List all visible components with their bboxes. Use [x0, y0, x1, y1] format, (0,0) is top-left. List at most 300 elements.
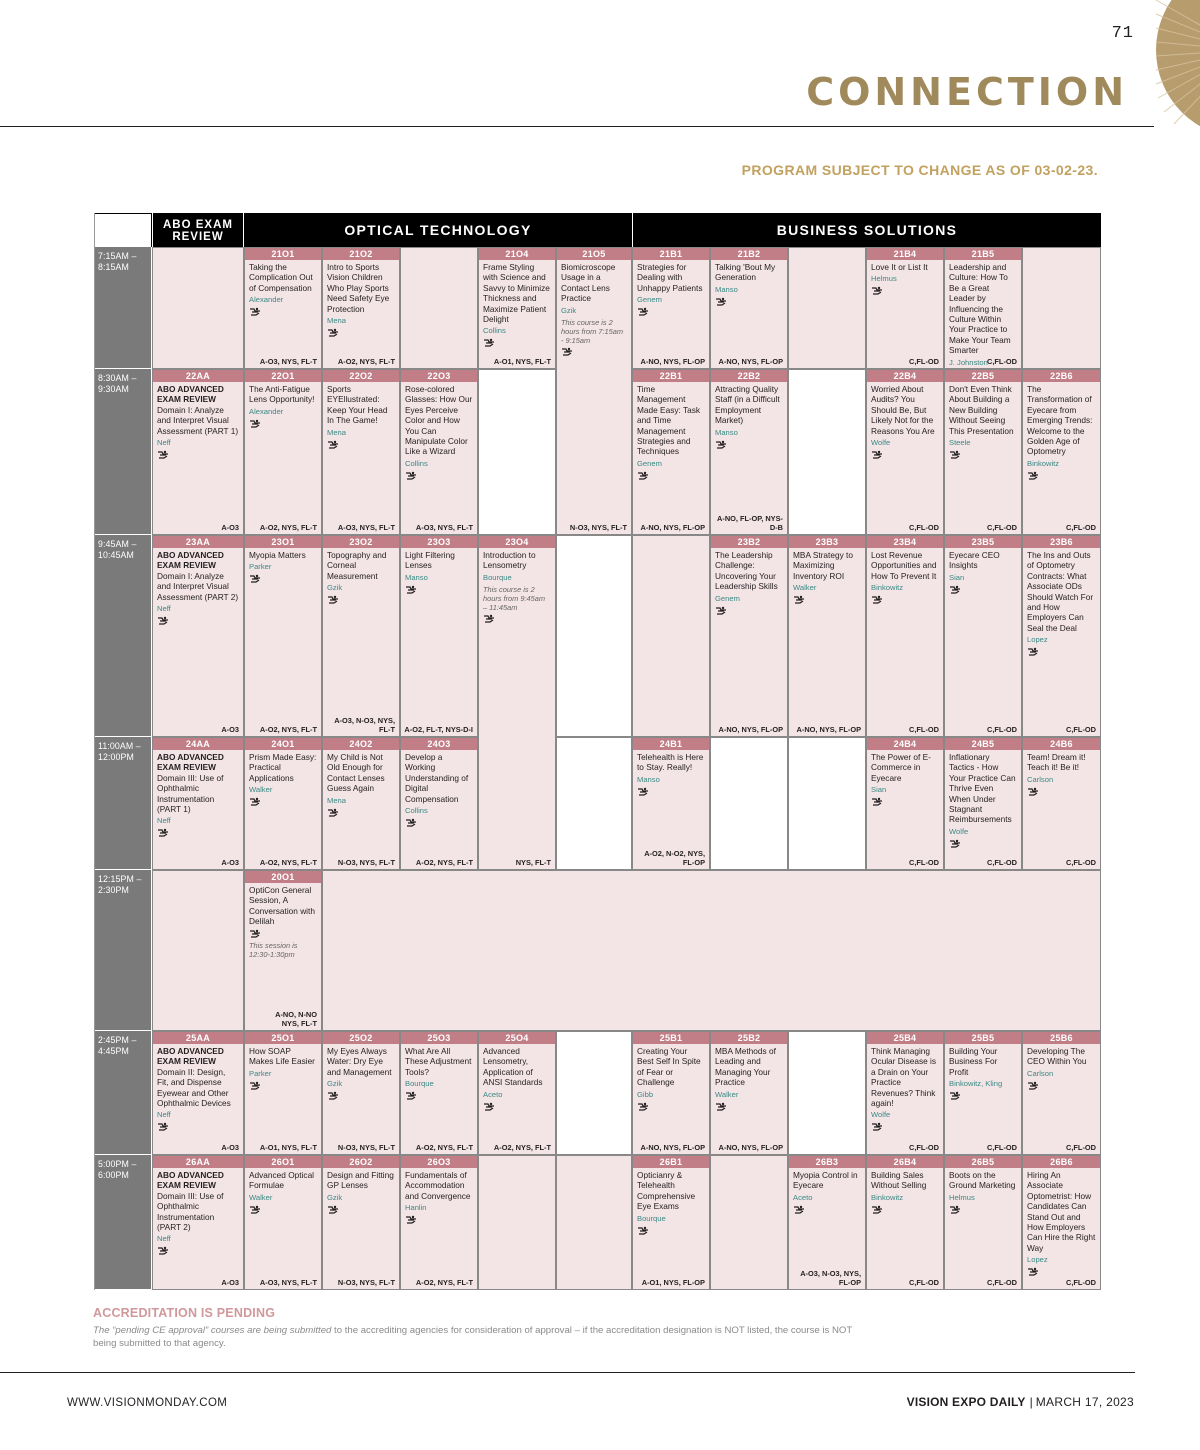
course-card: [1022, 737, 1101, 870]
course-code: 21B2: [711, 248, 787, 260]
course-code: 21O4: [479, 248, 555, 260]
course-speaker: Collins: [405, 458, 428, 468]
course-accreditation: A-NO, NYS, FL-OP: [640, 357, 705, 366]
course-speaker: Genem: [637, 295, 662, 305]
course-title: Boots on the Ground Marketing: [949, 1170, 1016, 1191]
course-body: [323, 750, 399, 818]
course-note: This session is 12:30-1:30pm: [249, 940, 298, 959]
course-body: [245, 883, 321, 959]
course-code: 23B2: [711, 536, 787, 548]
course-card: [322, 1155, 400, 1290]
course-code: 21B4: [867, 248, 943, 260]
course-code: 26O1: [245, 1156, 321, 1168]
course-code: 24O1: [245, 738, 321, 750]
course-code: 25B1: [633, 1032, 709, 1044]
course-title: Strategies for Dealing with Unhappy Patients: [637, 262, 703, 293]
course-title: Frame Styling with Science and Savvy to Minimize Thickness and Maximize Patient Delight: [483, 262, 550, 325]
course-speaker: Lopez: [1027, 1255, 1048, 1265]
course-card: [632, 737, 710, 870]
course-card: [1022, 369, 1101, 535]
course-code: 21O1: [245, 248, 321, 260]
time-slot: 5:00PM – 6:00PM: [95, 1155, 151, 1290]
course-speaker: Gibb: [637, 1089, 654, 1099]
course-body: [945, 548, 1021, 595]
section-title: CONNECTION: [806, 70, 1128, 114]
course-code: 26O3: [401, 1156, 477, 1168]
course-code: 25B5: [945, 1032, 1021, 1044]
ce-icon: [1027, 647, 1039, 657]
course-speaker: Collins: [483, 326, 506, 336]
course-accreditation: A-O3: [221, 523, 239, 532]
ce-icon: [871, 595, 883, 605]
course-title: OptiCon General Session, A Conversation with Delilah: [249, 885, 315, 927]
course-speaker: Manso: [715, 427, 738, 437]
course-speaker: Carlson: [1027, 774, 1054, 784]
course-card: [244, 1031, 322, 1155]
footer-separator: |: [1029, 1395, 1033, 1409]
course-accreditation: C,FL-OD: [909, 725, 939, 734]
course-title: Worried About Audits? You Should Be, But Likely Not for the Reasons You Are: [871, 384, 935, 436]
empty-slot: [478, 369, 556, 535]
course-accreditation: A-O2, NYS, FL-T: [415, 1278, 473, 1287]
course-card: [1022, 535, 1101, 737]
ce-icon: [327, 808, 339, 818]
course-card: [710, 247, 788, 369]
ce-icon: [793, 595, 805, 605]
course-speaker: Bourque: [637, 1213, 666, 1223]
course-body: [867, 260, 943, 296]
course-speaker: Steele: [949, 438, 971, 448]
course-card: [478, 535, 556, 870]
course-subtitle: Domain III: Use of Ophthalmic Instrumentation (PART 2): [157, 1190, 224, 1233]
course-title: Time Management Made Easy: Task and Time Management Strategies and Techniques: [637, 384, 701, 457]
course-code: 23B3: [789, 536, 865, 548]
course-speaker: Walker: [249, 785, 273, 795]
course-subtitle: Domain I: Analyze and Interpret Visual Assessment (PART 2): [157, 570, 239, 602]
course-title: Telehealth is Here to Stay. Really!: [637, 752, 704, 773]
course-speaker: Genem: [637, 458, 662, 468]
corner-decoration-icon: [1154, 0, 1200, 126]
course-body: [245, 382, 321, 429]
ce-icon: [871, 1122, 883, 1132]
course-speaker: Walker: [715, 1089, 739, 1099]
course-code: 22B6: [1023, 370, 1100, 382]
course-code: 25B6: [1023, 1032, 1100, 1044]
course-accreditation: N-O3, NYS, FL-T: [337, 1143, 395, 1152]
ce-icon: [637, 1102, 649, 1112]
course-speaker: Helmus: [871, 274, 897, 284]
course-body: [867, 1044, 943, 1132]
course-body: [711, 1044, 787, 1112]
course-speaker: Walker: [793, 583, 817, 593]
course-title: The Power of E-Commerce in Eyecare: [871, 752, 931, 783]
course-body: [323, 260, 399, 338]
course-body: [245, 548, 321, 584]
course-code: 20O1: [245, 871, 321, 883]
course-code: 22B2: [711, 370, 787, 382]
course-body: [401, 750, 477, 828]
course-body: [711, 548, 787, 616]
course-card: [244, 535, 322, 737]
course-code: 23O3: [401, 536, 477, 548]
course-speaker: Helmus: [949, 1192, 975, 1202]
course-code: 25O3: [401, 1032, 477, 1044]
ce-icon: [715, 297, 727, 307]
course-speaker: Gzik: [327, 1079, 343, 1089]
course-body: [867, 382, 943, 460]
course-card: [400, 1031, 478, 1155]
course-title: ABO ADVANCED EXAM REVIEW: [157, 1170, 224, 1191]
course-card: [866, 247, 944, 369]
course-title: Design and Fitting GP Lenses: [327, 1170, 394, 1191]
ce-icon: [561, 347, 573, 357]
course-card: [632, 247, 710, 369]
course-body: [479, 260, 555, 348]
course-accreditation: C,FL-OD: [987, 1143, 1017, 1152]
ce-icon: [405, 585, 417, 595]
course-body: [245, 750, 321, 807]
course-body: [401, 548, 477, 595]
course-accreditation: A-O3: [221, 858, 239, 867]
course-code: 25B2: [711, 1032, 787, 1044]
course-accreditation: A-NO, N-NO NYS, FL-T: [275, 1010, 317, 1028]
course-body: [945, 382, 1021, 460]
course-title: The Anti-Fatigue Lens Opportunity!: [249, 384, 315, 405]
course-body: [1023, 750, 1100, 797]
course-body: [245, 260, 321, 317]
course-card: [400, 737, 478, 870]
ce-icon: [949, 1205, 961, 1215]
course-body: [867, 750, 943, 807]
course-body: [1023, 1168, 1100, 1277]
course-speaker: Carlson: [1027, 1068, 1054, 1078]
course-title: MBA Methods of Leading and Managing Your Practice: [715, 1046, 776, 1088]
course-accreditation: C,FL-OD: [909, 1278, 939, 1287]
course-speaker: Neff: [157, 604, 171, 614]
course-card: [152, 1031, 244, 1155]
course-card: [322, 1031, 400, 1155]
course-speaker: Gzik: [327, 583, 343, 593]
ce-icon: [483, 338, 495, 348]
ce-icon: [405, 1091, 417, 1101]
course-title: Team! Dream it! Teach it! Be it!: [1027, 752, 1086, 773]
course-accreditation: A-O1, NYS, FL-T: [493, 357, 551, 366]
course-body: [867, 1168, 943, 1215]
empty-slot: [478, 1155, 556, 1290]
empty-slot: [556, 535, 632, 737]
course-card: [400, 1155, 478, 1290]
course-speaker: Binkowitz: [871, 1192, 904, 1202]
course-body: [633, 382, 709, 481]
course-card: [152, 369, 244, 535]
course-card: [632, 369, 710, 535]
course-code: 25O2: [323, 1032, 399, 1044]
course-speaker: Genem: [715, 593, 740, 603]
course-accreditation: NYS, FL-T: [515, 858, 551, 867]
course-card: [944, 737, 1022, 870]
course-accreditation: A-O2, FL-T, NYS-D-I: [404, 725, 473, 734]
course-title: Building Your Business For Profit: [949, 1046, 998, 1077]
accreditation-note: [93, 1324, 853, 1350]
time-slot: 2:45PM – 4:45PM: [95, 1031, 151, 1155]
ce-icon: [1027, 1267, 1039, 1277]
course-title: The Transformation of Eyecare from Emerging Trends: Welcome to the Golden Age of Optometry: [1027, 384, 1093, 457]
course-code: 22B5: [945, 370, 1021, 382]
course-code: 21O2: [323, 248, 399, 260]
course-accreditation: A-NO, NYS, FL-OP: [718, 725, 783, 734]
course-title: Advanced Lensometry, Application of ANSI Standards: [483, 1046, 543, 1088]
empty-slot: [322, 870, 1101, 1031]
course-card: [322, 737, 400, 870]
course-code: 21B1: [633, 248, 709, 260]
empty-slot: [400, 247, 478, 369]
schedule-grid: [94, 213, 1100, 1290]
course-accreditation: C,FL-OD: [909, 1143, 939, 1152]
course-title: Leadership and Culture: How To Be a Great Leader by Influencing the Culture Within Your Practice to Make Your Team Smarter: [949, 262, 1011, 356]
course-code: 26B4: [867, 1156, 943, 1168]
course-body: [867, 548, 943, 605]
course-accreditation: A-O3: [221, 1143, 239, 1152]
course-title: Fundamentals of Accommodation and Convergence: [405, 1170, 471, 1201]
course-code: 24B4: [867, 738, 943, 750]
course-accreditation: N-O3, NYS, FL-T: [569, 523, 627, 532]
ce-icon: [793, 1205, 805, 1215]
course-accreditation: A-O3, N-O3, NYS, FL-T: [334, 716, 395, 734]
ce-icon: [327, 1205, 339, 1215]
course-title: Myopia Matters: [249, 550, 306, 560]
course-body: [633, 260, 709, 317]
course-code: 26B1: [633, 1156, 709, 1168]
course-speaker: Aceto: [793, 1192, 813, 1202]
ce-icon: [1027, 787, 1039, 797]
course-title: Biomicroscope Usage in a Contact Lens Practice: [561, 262, 616, 304]
ce-icon: [871, 1205, 883, 1215]
course-card: [710, 1031, 788, 1155]
course-card: [244, 1155, 322, 1290]
course-code: 24AA: [153, 738, 243, 750]
course-card: [944, 535, 1022, 737]
course-speaker: Binkowitz: [1027, 458, 1060, 468]
course-code: 25O4: [479, 1032, 555, 1044]
course-code: 24B1: [633, 738, 709, 750]
course-card: [322, 247, 400, 369]
course-card: [244, 737, 322, 870]
ce-icon: [249, 307, 261, 317]
course-speaker: Mena: [327, 316, 346, 326]
course-code: 24B6: [1023, 738, 1100, 750]
course-accreditation: A-O2, NYS, FL-T: [493, 1143, 551, 1152]
empty-slot: [556, 1031, 632, 1155]
course-title: Introduction to Lensometry: [483, 550, 536, 571]
empty-slot: [788, 1031, 866, 1155]
time-slot: 11:00AM – 12:00PM: [95, 737, 151, 870]
course-body: [401, 1168, 477, 1225]
course-card: [478, 247, 556, 369]
course-body: [323, 382, 399, 450]
header-divider: [0, 126, 1154, 127]
empty-slot: [556, 1155, 632, 1290]
course-speaker: Alexander: [249, 406, 284, 416]
ce-icon: [715, 440, 727, 450]
course-accreditation: A-O2, NYS, FL-T: [259, 523, 317, 532]
course-title: What Are All These Adjustment Tools?: [405, 1046, 472, 1077]
course-accreditation: N-O3, NYS, FL-T: [337, 858, 395, 867]
ce-icon: [949, 839, 961, 849]
course-accreditation: A-O3, NYS, FL-T: [259, 357, 317, 366]
course-body: [945, 1044, 1021, 1101]
course-title: Develop a Working Understanding of Digital Compensation: [405, 752, 469, 804]
course-accreditation: C,FL-OD: [1066, 1278, 1096, 1287]
empty-slot: [788, 369, 866, 535]
empty-slot: [710, 737, 788, 870]
empty-slot: [152, 870, 244, 1031]
course-code: 25B4: [867, 1032, 943, 1044]
ce-icon: [249, 929, 261, 939]
ce-icon: [405, 1215, 417, 1225]
course-code: 24B5: [945, 738, 1021, 750]
course-code: 22O1: [245, 370, 321, 382]
ce-icon: [949, 1091, 961, 1101]
course-accreditation: C,FL-OD: [1066, 725, 1096, 734]
course-body: [711, 382, 787, 450]
course-card: [710, 535, 788, 737]
ce-icon: [1027, 471, 1039, 481]
course-body: [633, 1044, 709, 1112]
course-title: ABO ADVANCED EXAM REVIEW: [157, 384, 224, 405]
course-title: ABO ADVANCED EXAM REVIEW: [157, 752, 224, 773]
course-body: [1023, 1044, 1100, 1091]
course-title: My Child is Not Old Enough for Contact Lenses Guess Again: [327, 752, 385, 794]
course-card: [322, 369, 400, 535]
footer-brand: VISION EXPO DAILY: [906, 1395, 1026, 1409]
course-title: How SOAP Makes Life Easier: [249, 1046, 315, 1067]
course-accreditation: C,FL-OD: [987, 357, 1017, 366]
course-code: 21O5: [557, 248, 631, 260]
course-title: MBA Strategy to Maximizing Inventory ROI: [793, 550, 853, 581]
course-title: Intro to Sports Vision Children Who Play Sports Need Safety Eye Protection: [327, 262, 390, 314]
course-body: [153, 1044, 243, 1132]
course-title: ABO ADVANCED EXAM REVIEW: [157, 550, 224, 571]
course-title: Opticianry & Telehealth Comprehensive Eye Exams: [637, 1170, 696, 1212]
course-card: [710, 369, 788, 535]
course-card: [152, 535, 244, 737]
course-body: [323, 1044, 399, 1101]
course-body: [479, 1044, 555, 1112]
ce-icon: [327, 440, 339, 450]
course-speaker: Mena: [327, 795, 346, 805]
course-title: Prism Made Easy: Practical Applications: [249, 752, 317, 783]
course-card: [788, 535, 866, 737]
course-body: [711, 260, 787, 307]
course-code: 24O2: [323, 738, 399, 750]
course-accreditation: C,FL-OD: [909, 357, 939, 366]
course-title: Talking 'Bout My Generation: [715, 262, 776, 283]
course-body: [1023, 548, 1100, 657]
course-speaker: Manso: [405, 572, 428, 582]
course-code: 26B6: [1023, 1156, 1100, 1168]
course-code: 23B5: [945, 536, 1021, 548]
course-accreditation: A-O2, NYS, FL-T: [259, 858, 317, 867]
course-accreditation: A-O3, NYS, FL-T: [415, 523, 473, 532]
footer-date: MARCH 17, 2023: [1035, 1395, 1134, 1409]
course-card: [866, 1031, 944, 1155]
empty-slot: [152, 247, 244, 369]
course-code: 26B3: [789, 1156, 865, 1168]
course-card: [400, 535, 478, 737]
course-code: 22B1: [633, 370, 709, 382]
course-card: [632, 1031, 710, 1155]
course-title: Think Managing Ocular Disease is a Drain on Your Practice Revenues? Think again!: [871, 1046, 937, 1109]
course-card: [478, 1031, 556, 1155]
course-speaker: Sian: [949, 572, 965, 582]
course-accreditation: A-NO, NYS, FL-OP: [718, 1143, 783, 1152]
course-title: The Ins and Outs of Optometry Contracts: What Associate ODs Should Watch For and How Employers Can Seal the Deal: [1027, 550, 1094, 633]
course-card: [944, 369, 1022, 535]
course-accreditation: A-NO, NYS, FL-OP: [796, 725, 861, 734]
course-accreditation: C,FL-OD: [1066, 858, 1096, 867]
course-accreditation: C,FL-OD: [987, 858, 1017, 867]
ce-icon: [637, 1226, 649, 1236]
course-accreditation: A-O3: [221, 1278, 239, 1287]
course-speaker: Mena: [327, 427, 346, 437]
course-title: Creating Your Best Self In Spite of Fear or Challenge: [637, 1046, 701, 1088]
course-title: Developing The CEO Within You: [1027, 1046, 1087, 1067]
course-speaker: Sian: [871, 785, 887, 795]
course-title: Sports EYEllustrated: Keep Your Head In The Game!: [327, 384, 388, 426]
ce-icon: [249, 419, 261, 429]
course-body: [153, 1168, 243, 1256]
course-title: Building Sales Without Selling: [871, 1170, 927, 1191]
course-body: [945, 750, 1021, 849]
course-body: [789, 1168, 865, 1215]
course-speaker: Neff: [157, 816, 171, 826]
course-accreditation: A-O2, NYS, FL-T: [337, 357, 395, 366]
ce-icon: [715, 1102, 727, 1112]
ce-icon: [157, 1122, 169, 1132]
course-body: [401, 1044, 477, 1101]
course-title: Lost Revenue Opportunities and How To Prevent It: [871, 550, 937, 581]
course-code: 23O2: [323, 536, 399, 548]
ce-icon: [1027, 1081, 1039, 1091]
course-speaker: Aceto: [483, 1089, 503, 1099]
course-card: [1022, 1031, 1101, 1155]
course-code: 23O4: [479, 536, 555, 548]
course-accreditation: N-O3, NYS, FL-T: [337, 1278, 395, 1287]
time-slot: 9:45AM – 10:45AM: [95, 535, 151, 737]
time-slot: 8:30AM – 9:30AM: [95, 369, 151, 535]
course-code: 22O3: [401, 370, 477, 382]
course-card: [244, 870, 322, 1031]
course-speaker: Manso: [637, 774, 660, 784]
course-accreditation: A-NO, NYS, FL-OP: [640, 523, 705, 532]
course-code: 26AA: [153, 1156, 243, 1168]
course-speaker: Bourque: [483, 572, 512, 582]
ce-icon: [871, 286, 883, 296]
course-speaker: Alexander: [249, 295, 284, 305]
course-accreditation: A-NO, NYS, FL-OP: [640, 1143, 705, 1152]
ce-icon: [249, 797, 261, 807]
ce-icon: [157, 828, 169, 838]
ce-icon: [637, 307, 649, 317]
ce-icon: [157, 1246, 169, 1256]
ce-icon: [871, 797, 883, 807]
course-code: 24O3: [401, 738, 477, 750]
course-speaker: Lopez: [1027, 635, 1048, 645]
course-code: 26O2: [323, 1156, 399, 1168]
course-speaker: Parker: [249, 1068, 272, 1078]
course-card: [632, 1155, 710, 1290]
course-accreditation: A-O2, NYS, FL-T: [415, 1143, 473, 1152]
